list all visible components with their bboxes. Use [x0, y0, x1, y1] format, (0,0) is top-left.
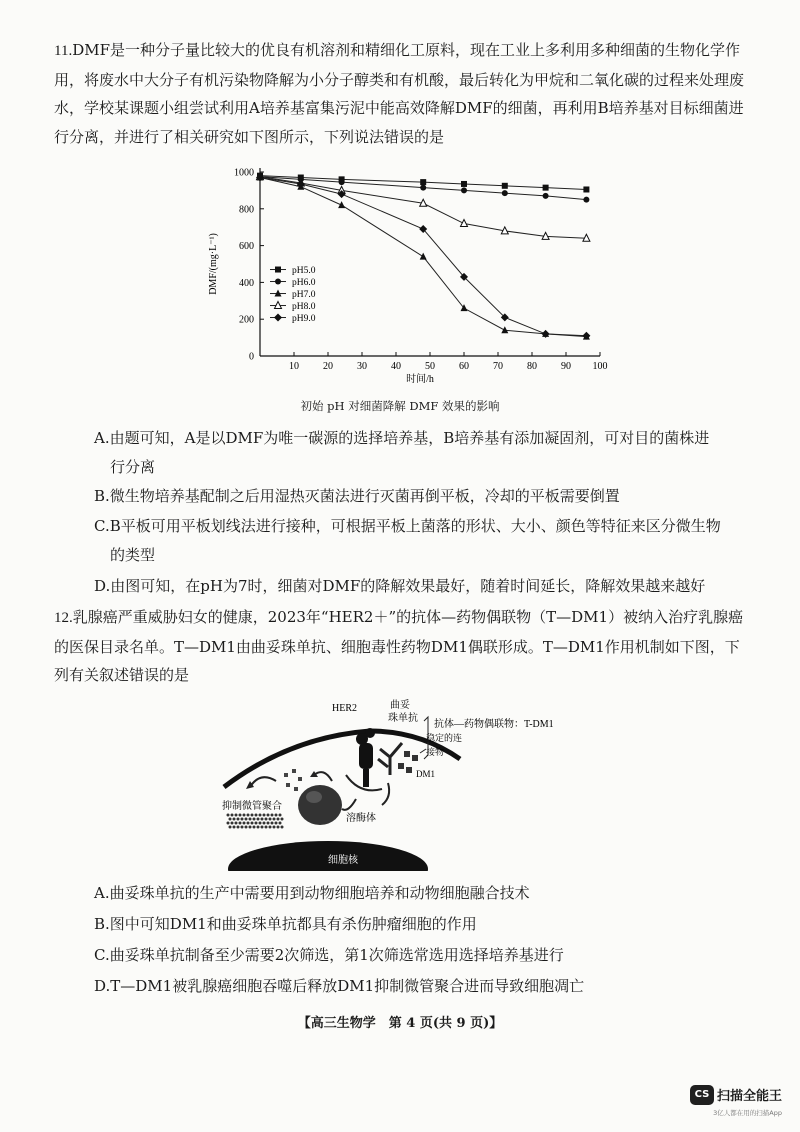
label-dm1: DM1	[416, 769, 436, 779]
microtubule-unit	[261, 826, 264, 829]
q12-option-c	[94, 941, 754, 970]
y-tick-label: 800	[239, 204, 254, 216]
microtubule-unit	[241, 826, 244, 829]
legend-label: pH6.0	[292, 278, 316, 289]
microtubule-unit	[253, 826, 256, 829]
microtubule-unit	[231, 814, 234, 817]
q11-option-b	[94, 482, 754, 511]
x-tick-label: 90	[561, 361, 571, 372]
question-12-text: 乳腺癌严重威胁妇女的健康，2023年“HER2＋”的抗体—药物偶联物（T—DM1）被纳入治疗乳腺癌的医保目录名单。T—DM1由曲妥珠单抗、细胞毒性药物DM1偶联形成。T—DM1作用机制如下图，下列有关叙述错误的是	[54, 608, 744, 684]
data-point	[502, 183, 508, 189]
data-point	[583, 197, 589, 203]
data-point	[501, 326, 508, 333]
microtubule-unit	[263, 814, 266, 817]
arrow-vesicle	[342, 799, 356, 810]
microtubule-unit	[227, 814, 230, 817]
label-lysosome: 溶酶体	[346, 813, 376, 824]
microtubule-unit	[257, 818, 260, 821]
data-point	[274, 314, 282, 322]
question-11-number: 11.	[54, 43, 73, 59]
q11-option-d	[94, 572, 754, 601]
q12-option-c-label: C.	[94, 946, 110, 964]
q12-option-a	[94, 879, 754, 908]
microtubule-unit	[259, 814, 262, 817]
label-linker-1: 稳定的连	[426, 733, 463, 743]
microtubule-unit	[265, 818, 268, 821]
microtubule-unit	[249, 818, 252, 821]
data-point	[543, 185, 549, 191]
microtubule-unit	[243, 814, 246, 817]
q11-option-a	[94, 424, 754, 482]
data-point	[461, 187, 467, 193]
microtubule-unit	[229, 826, 232, 829]
q11-option-c-text: B平板可用平板划线法进行接种，可根据平板上菌落的形状、大小、颜色等特征来区分微生物	[109, 517, 721, 535]
microtubule-unit	[277, 826, 280, 829]
microtubule-unit	[239, 814, 242, 817]
data-point	[502, 190, 508, 196]
camscanner-tagline: 3亿人都在用的扫描App	[713, 1108, 782, 1117]
q12-option-b-text: 图中可知DM1和曲妥珠单抗都具有杀伤肿瘤细胞的作用	[109, 915, 477, 933]
data-point	[339, 179, 345, 185]
q11-option-b-label: B.	[94, 487, 110, 505]
q11-option-c-cont: 的类型	[110, 546, 156, 564]
microtubule-unit	[269, 826, 272, 829]
q11-option-c-label: C.	[94, 517, 110, 535]
data-point	[420, 179, 426, 185]
x-tick-label: 70	[493, 361, 503, 372]
microtubule-unit	[269, 818, 272, 821]
t-dm1-mechanism-diagram	[220, 697, 600, 871]
microtubule-unit	[261, 818, 264, 821]
microtubule-unit	[265, 826, 268, 829]
microtubule-unit	[233, 826, 236, 829]
microtubule-unit	[245, 826, 248, 829]
microtubule-unit	[263, 822, 266, 825]
x-tick-label: 80	[527, 361, 537, 372]
data-point	[297, 180, 305, 188]
microtubule-unit	[247, 814, 250, 817]
x-tick-label: 10	[289, 361, 299, 372]
microtubule-unit	[235, 822, 238, 825]
microtubule-unit	[277, 818, 280, 821]
x-tick-label: 20	[323, 361, 333, 372]
label-linker-2: 接物	[426, 747, 445, 757]
microtubule-unit	[271, 822, 274, 825]
microtubule-unit	[229, 818, 232, 821]
camscanner-logo-icon: CS	[690, 1085, 714, 1105]
legend-label: pH7.0	[292, 290, 316, 301]
page-footer: 【高三生物学 第 4 页(共 9 页)】	[297, 1016, 503, 1031]
microtubule-unit	[251, 822, 254, 825]
label-her2: HER2	[332, 703, 357, 714]
data-point	[461, 220, 468, 227]
label-conjugate: 抗体—药物偶联物：T-DM1	[434, 719, 554, 730]
microtubule-unit	[241, 818, 244, 821]
microtubule-unit	[249, 826, 252, 829]
question-12-number: 12.	[54, 610, 73, 626]
data-point	[543, 193, 549, 199]
microtubule-unit	[237, 818, 240, 821]
q12-option-d-label: D.	[94, 977, 111, 995]
q11-option-d-label: D.	[94, 577, 111, 595]
microtubule-unit	[255, 814, 258, 817]
microtubule-unit	[237, 826, 240, 829]
microtubule-unit	[227, 822, 230, 825]
microtubule-unit	[279, 822, 282, 825]
dmf-degradation-chart	[200, 160, 620, 392]
chart-plot-area	[208, 168, 608, 386]
y-tick-label: 600	[239, 241, 254, 253]
q12-option-a-label: A.	[94, 884, 110, 902]
microtubule-unit	[235, 814, 238, 817]
microtubule-unit	[267, 822, 270, 825]
q12-option-d	[94, 972, 754, 1001]
released-dm1-molecules	[284, 769, 302, 791]
question-11-stem	[54, 36, 754, 151]
camscanner-name: 扫描全能王	[716, 1089, 782, 1104]
legend-label: pH5.0	[292, 266, 316, 277]
y-tick-label: 1000	[234, 167, 254, 179]
legend-label: pH8.0	[292, 302, 316, 313]
her2-receptor	[356, 728, 375, 787]
microtubule-unit	[257, 826, 260, 829]
antibody-trastuzumab	[378, 743, 402, 775]
x-tick-label: 60	[459, 361, 469, 372]
q12-option-a-text: 曲妥珠单抗的生产中需要用到动物细胞培养和动物细胞融合技术	[109, 884, 530, 902]
q12-option-b	[94, 910, 754, 939]
microtubule-unit	[255, 822, 258, 825]
x-axis-label: 时间/h	[406, 374, 434, 385]
q11-option-a-label: A.	[94, 429, 110, 447]
y-tick-label: 200	[239, 314, 254, 326]
microtubule-unit	[273, 826, 276, 829]
microtubule-unit	[239, 822, 242, 825]
microtubule-unit	[279, 814, 282, 817]
microtubule-lattice	[227, 814, 284, 829]
microtubule-unit	[253, 818, 256, 821]
q12-option-c-text: 曲妥珠单抗制备至少需要2次筛选，第1次筛选常选用选择培养基进行	[109, 946, 564, 964]
microtubule-unit	[281, 826, 284, 829]
label-microtubule: 抑制微管聚合	[222, 801, 282, 812]
question-11-text: DMF是一种分子量比较大的优良有机溶剂和精细化工原料，现在工业上多利用多种细菌的生物化学作用，将废水中大分子有机污染物降解为小分子醇类和有机酸，最后转化为甲烷和二氧化碳的过程来处理废水，学校某课题小组尝试利用A培养基富集污泥中能高效降解DMF的细菌，再利用B培养基对目标细菌进行分离，并进行了相关研究如下图所示，下列说法错误的是	[54, 41, 745, 146]
q11-option-c	[94, 512, 754, 570]
linker-drug	[398, 751, 418, 773]
q11-option-d-text: 由图可知，在pH为7时，细菌对DMF的降解效果最好，随着时间延长，降解效果越来越好	[110, 577, 706, 595]
microtubule-unit	[243, 822, 246, 825]
data-point	[275, 279, 281, 285]
arrow-release	[250, 777, 276, 787]
microtubule-unit	[275, 814, 278, 817]
q11-option-a-cont: 行分离	[110, 458, 156, 476]
microtubule-unit	[271, 814, 274, 817]
data-point	[275, 267, 281, 273]
y-axis-label: DMF/(mg·L⁻¹)	[208, 233, 219, 295]
microtubule-unit	[245, 818, 248, 821]
y-tick-label: 400	[239, 277, 254, 289]
lysosome	[298, 785, 342, 825]
data-point	[338, 201, 345, 208]
data-point	[461, 181, 467, 187]
label-antibody-2: 珠单抗	[388, 713, 418, 724]
data-point	[583, 186, 589, 192]
q11-option-a-text: 由题可知，A是以DMF为唯一碳源的选择培养基，B培养基有添加凝固剂，可对目的菌株进	[109, 429, 710, 447]
data-point	[420, 185, 426, 191]
microtubule-unit	[273, 818, 276, 821]
x-tick-label: 100	[592, 361, 608, 372]
microtubule-unit	[267, 814, 270, 817]
label-antibody-1: 曲妥	[390, 700, 410, 711]
microtubule-unit	[275, 822, 278, 825]
data-point	[420, 253, 427, 260]
x-tick-label: 40	[391, 361, 401, 372]
question-12-stem	[54, 603, 754, 690]
legend-label: pH9.0	[292, 314, 316, 325]
microtubule-unit	[231, 822, 234, 825]
chart-caption: 初始 pH 对细菌降解 DMF 效果的影响	[300, 399, 500, 413]
y-tick-label: 0	[249, 351, 254, 363]
q12-option-d-text: T—DM1被乳腺癌细胞吞噬后释放DM1抑制微管聚合进而导致细胞凋亡	[110, 977, 585, 995]
q12-option-b-label: B.	[94, 915, 110, 933]
microtubule-unit	[233, 818, 236, 821]
microtubule-unit	[247, 822, 250, 825]
x-tick-label: 30	[357, 361, 367, 372]
microtubule-unit	[281, 818, 284, 821]
scanner-watermark	[690, 1084, 782, 1117]
label-nucleus: 细胞核	[328, 855, 358, 866]
microtubule-unit	[251, 814, 254, 817]
q11-option-b-text: 微生物培养基配制之后用湿热灭菌法进行灭菌再倒平板，冷却的平板需要倒置	[109, 487, 620, 505]
x-tick-label: 50	[425, 361, 435, 372]
microtubule-unit	[259, 822, 262, 825]
